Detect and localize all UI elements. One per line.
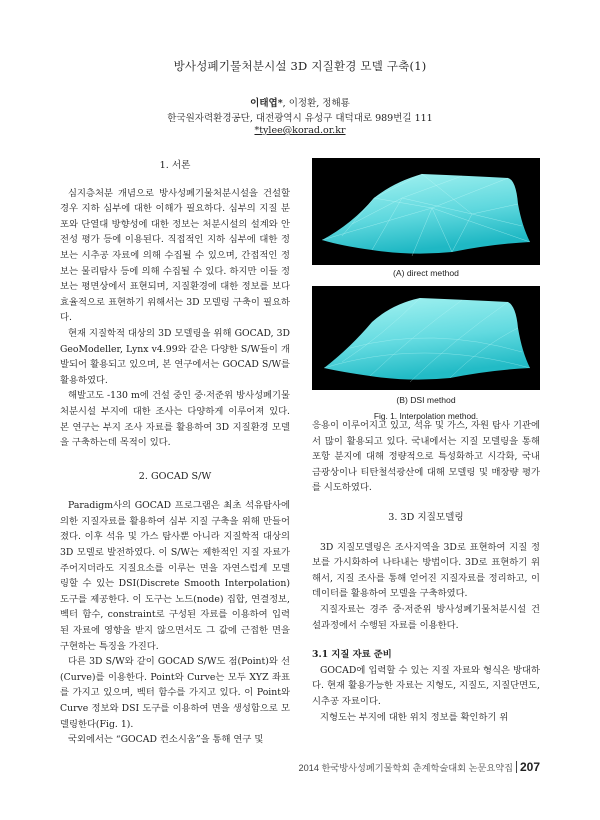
affiliation: 한국원자력환경공단, 대전광역시 유성구 대덕대로 989번길 111 — [167, 113, 433, 124]
section-heading-modeling: 3. 3D 지질모델링 — [388, 511, 464, 523]
author-line — [0, 95, 600, 109]
left-column — [60, 150, 290, 748]
coauthors: , 이정환, 정해룡 — [282, 98, 350, 109]
surface-panel-b — [312, 286, 540, 390]
footer-divider — [516, 761, 517, 773]
panel-a-caption: (A) direct method — [393, 268, 459, 278]
footer-text: 2014 한국방사성폐기물학회 춘계학술대회 논문요약집 — [298, 763, 513, 773]
paragraph: 지형도는 부지에 대한 위치 정보를 확인하기 위 — [320, 711, 509, 723]
paragraph: 지질자료는 경주 중·저준위 방사성폐기물처분시설 건설과정에서 수행된 자료를 이용한다. — [312, 603, 540, 631]
paragraph: 다른 3D S/W와 같이 GOCAD S/W도 점(Point)와 선(Curve)를 이용한다. Point와 Curve는 모두 XYZ 좌표를 가지고 있으며, 벡터 함수를 가지고 있다. 이 Point와 Curve 정보와 DSI 도구를 이용하여 면을 생성함으로 모델링한다(Fig. 1). — [60, 656, 290, 730]
paragraph: 해발고도 -130 m에 건설 중인 중·저준위 방사성폐기물처분시설 부지에 대한 조사는 다양하게 이루어져 있다. 본 연구는 부지 조사 자료를 활용하여 3D 지질환경 모델을 구축하는데 목적이 있다. — [60, 390, 290, 449]
page-number: 207 — [519, 760, 540, 774]
paragraph: 현재 지질학적 대상의 3D 모델링을 위해 GOCAD, 3D GeoModeller, Lynx v4.99와 같은 다양한 S/W들이 개발되어 활용되고 있으며, 본 연구에서는 GOCAD S/W를 활용하였다. — [60, 327, 290, 386]
section-heading-intro: 1. 서론 — [159, 160, 191, 171]
paragraph: 응용이 이루어지고 있고, 석유 및 가스, 자원 탐사 기관에서 많이 활용되고 있다. 국내에서는 지질 모델링을 통해 포항 분지에 대해 정량적으로 특성화하고 시각화, 국내 금광상이나 티탄철석광산에 대해 모델링 및 매장량 평가를 시도하였다. — [312, 420, 540, 494]
lead-author: 이태엽* — [250, 98, 283, 109]
surface-panel-a — [312, 158, 540, 265]
paragraph: GOCAD에 입력할 수 있는 지질 자료와 형식은 방대하다. 현재 활용가능한 자료는 지형도, 지질도, 지질단면도, 시추공 자료이다. — [312, 664, 540, 707]
page-footer — [298, 760, 540, 774]
section-heading-gocad: 2. GOCAD S/W — [138, 470, 212, 482]
subsection-heading: 3.1 지질 자료 준비 — [312, 649, 392, 661]
paragraph: 심지층처분 개념으로 방사성폐기물처분시설을 건설할 경우 지하 심부에 대한 이해가 필요하다. 심부의 지질 분포와 단열대 방향성에 대한 정보는 처분시설의 설계와 안전성 평가 등에 이용된다. 직접적인 지하 심부에 대한 정보는 시추공 자료에 의해 수집될 수 있으며, 간접적인 정보는 물리탐사 등에 의해 수집될 수 있다. 하지만 이들 정보는 평면상에서 표현되며, 지질환경에 대한 정보를 보다 효율적으로 표현하기 위해서는 3D 모델링 구축이 필요하다. — [60, 187, 290, 324]
figure-1 — [312, 158, 540, 421]
paragraph: Paradigm사의 GOCAD 프로그램은 최초 석유탐사에 의한 지질자료를 활용하여 심부 지질 구축을 위해 만들어졌다. 이후 석유 및 가스 탐사뿐 아니라 지질학적 대상의 3D 모델로 발전하였다. 이 S/W는 제한적인 지질 자료가 주어지더라도 지질요소를 이루는 면을 자연스럽게 모델링할 수 있는 DSI(Discrete Smooth Interpolation) 도구를 제공한다. 이 도구는 노드(node) 집합, 연결정보, 벡터 함수, constraint로 구성된 자료를 이용하여 입력된 자료에 영향을 받지 않으면서도 그 값에 근접한 면을 구현하는 특징을 가진다. — [60, 500, 290, 652]
right-column — [312, 418, 540, 725]
email-link[interactable]: *tylee@korad.or.kr — [254, 125, 346, 136]
paragraph: 3D 지질모델링은 조사지역을 3D로 표현하여 지질 정보를 가시화하여 나타내는 방법이다. 3D로 표현하기 위해서, 지질 조사를 통해 얻어진 지질자료를 정리하고, 이 데이터를 활용하여 모델을 구축하였다. — [312, 541, 540, 600]
panel-b-caption: (B) DSI method — [396, 395, 456, 405]
paragraph: 국외에서는 “GOCAD 컨소시움”을 통해 연구 및 — [68, 734, 264, 746]
paper-title: 방사성폐기물처분시설 3D 지질환경 모델 구축(1) — [173, 59, 427, 73]
figure-caption: Fig. 1. Interpolation method. — [373, 411, 479, 421]
